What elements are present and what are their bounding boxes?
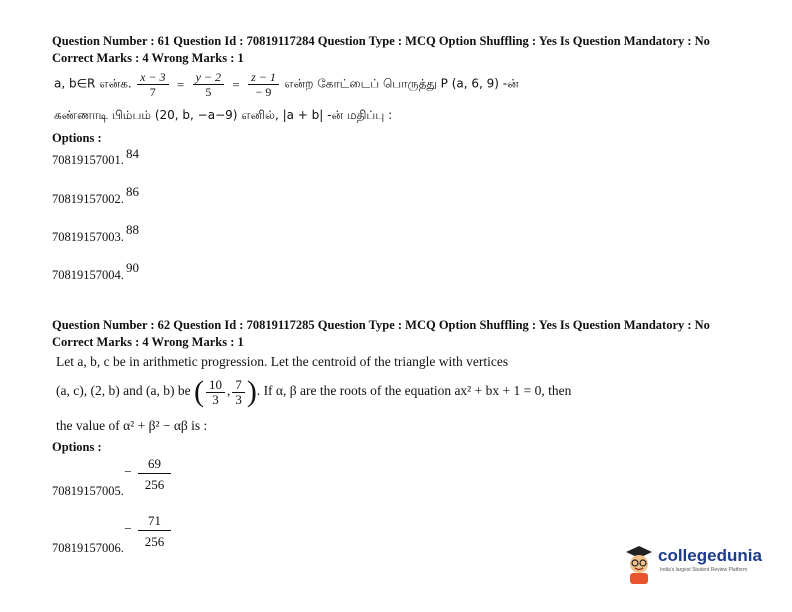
fraction-z: $\frac{z - 1}{- 9}$: [248, 70, 279, 99]
option-id: 70819157002.: [52, 192, 124, 206]
question-61-marks: Correct Marks : 4 Wrong Marks : 1: [52, 51, 244, 65]
options-label: Options :: [52, 131, 102, 145]
option-value: 90: [126, 260, 139, 275]
mascot-icon: [622, 542, 656, 586]
question-62-line2: (a, c), (2, b) and (a, b) be ( $\frac{10}{3}$ , $\frac{7}{3}$ ). If α, β are the roots of the equation ax² + bx + 1 = 0, then: [56, 375, 572, 408]
centroid-y-fraction: $\frac{7}{3}$: [232, 378, 245, 407]
options-label: Options :: [52, 440, 102, 454]
logo-tagline: India's largest Student Review Platform: [660, 567, 748, 573]
option-id: 70819157001.: [52, 153, 124, 167]
option-id: 70819157004.: [52, 268, 124, 282]
collegedunia-logo: [622, 540, 772, 588]
option-id: 70819157006.: [52, 541, 124, 555]
question-62-line3: the value of α² + β² − αβ is :: [56, 418, 208, 433]
question-61-line2: கண்ணாடி பிம்பம் (20, b, −a−9) எனில், |a + b| -ன் மதிப்பு :: [54, 108, 393, 122]
fraction-x: $\frac{x - 3}{7}$: [137, 70, 168, 99]
question-61-line1-rest: என்ற கோட்டைப் பொருத்து P (a, 6, 9) -ன்: [284, 76, 519, 91]
fraction-y: $\frac{y - 2}{5}$: [193, 70, 224, 99]
option-id: 70819157003.: [52, 230, 124, 244]
option-fraction: $\frac{71}{256}$: [136, 512, 173, 553]
logo-wordmark: collegedunia: [658, 546, 762, 565]
option-minus: −: [124, 521, 132, 536]
question-61-intro: a, b∈R என்க.: [54, 76, 132, 91]
option-value: 86: [126, 184, 139, 199]
question-62-header: Question Number : 62 Question Id : 70819117285 Question Type : MCQ Option Shuffling : Yes Is Question Mandatory : No: [52, 318, 710, 332]
centroid-x-fraction: $\frac{10}{3}$: [206, 378, 225, 407]
option-minus: −: [124, 464, 132, 479]
question-61-line1: a, b∈R என்க. $\frac{x - 3}{7}$ = $\frac{y - 2}{5}$ = $\frac{z - 1}{- 9}$ என்ற கோட்டைப் பொருத்து P (a, 6, 9) -ன்: [54, 70, 519, 99]
option-value: 88: [126, 222, 139, 237]
question-61-header: Question Number : 61 Question Id : 70819117284 Question Type : MCQ Option Shuffling : Yes Is Question Mandatory : No: [52, 34, 710, 48]
question-62-line1: Let a, b, c be in arithmetic progression. Let the centroid of the triangle with vertices: [56, 354, 509, 369]
option-id: 70819157005.: [52, 484, 124, 498]
option-fraction: $\frac{69}{256}$: [136, 455, 173, 496]
question-62-marks: Correct Marks : 4 Wrong Marks : 1: [52, 335, 244, 349]
option-value: 84: [126, 146, 139, 161]
